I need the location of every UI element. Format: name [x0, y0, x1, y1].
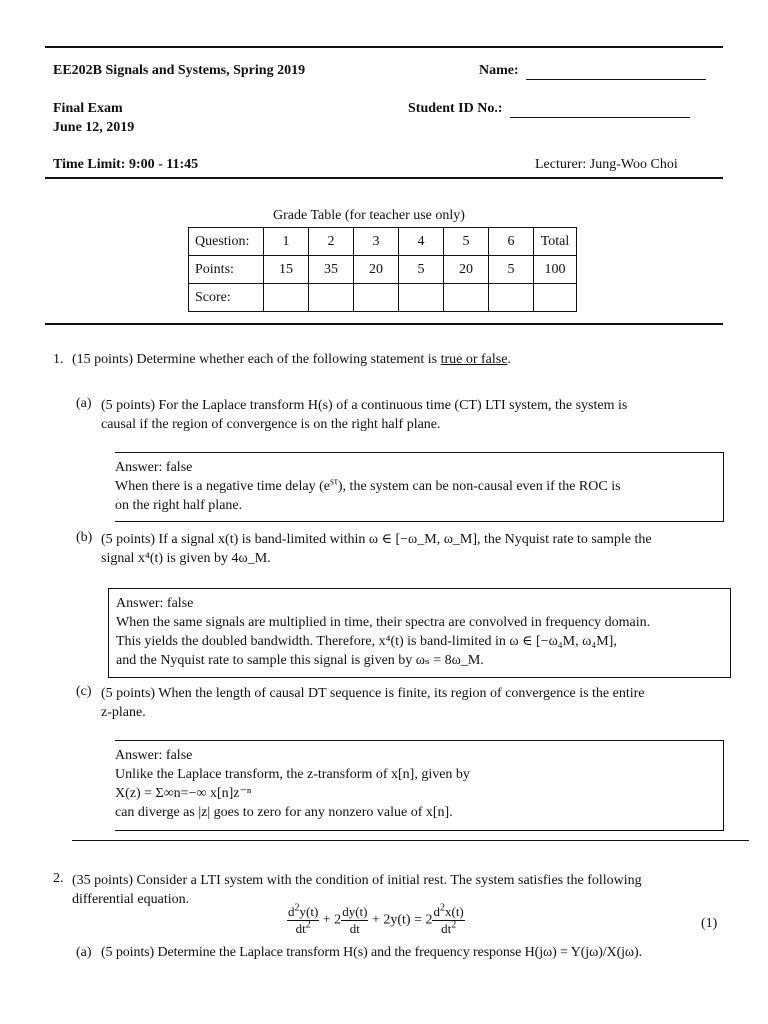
q1c-text: (5 points) When the length of causal DT sequence is finite, its region of convergence is the entire z-plane. — [101, 686, 645, 720]
q1a-text: (5 points) For the Laplace transform H(s) of a continuous time (CT) LTI system, the system is causal if the region of convergence is on the right half plane. — [101, 398, 628, 432]
exam-title: Final Exam — [53, 101, 123, 116]
name-field[interactable] — [526, 63, 706, 80]
question-cell: 1 — [264, 228, 309, 256]
q1a-answer-box — [115, 452, 724, 522]
grade-table-caption: Grade Table (for teacher use only) — [273, 208, 465, 223]
answer-text: and the Nyquist rate to sample this signal is given by ωₛ = 8ω_M. — [116, 653, 484, 668]
q2-text: (35 points) Consider a LTI system with the condition of initial rest. The system satisfies the following differential equation. — [72, 873, 642, 907]
answer-text: Unlike the Laplace transform, the z-transform of x[n], given by — [115, 767, 470, 782]
answer-text: on the right half plane. — [115, 498, 243, 513]
question-cell: 5 — [444, 228, 489, 256]
q1b-answer-box — [108, 588, 731, 678]
equation-number: (1) — [701, 916, 718, 931]
question-cell: 4 — [399, 228, 444, 256]
points-cell: 35 — [309, 256, 354, 284]
student-id-field[interactable] — [510, 101, 690, 118]
answer-text: This yields the doubled bandwidth. Therefore, x⁴(t) is band-limited in ω ∈ [−ω₄M, ω₄M], — [116, 634, 617, 649]
points-cell: 100 — [534, 256, 577, 284]
top-rule — [45, 46, 723, 48]
section-divider — [72, 840, 749, 841]
score-cell[interactable] — [489, 284, 534, 312]
question-cell: 2 — [309, 228, 354, 256]
table-bottom-rule — [45, 323, 723, 325]
q1-number: 1. — [53, 352, 64, 367]
answer-text: can diverge as |z| goes to zero for any nonzero value of x[n]. — [115, 805, 453, 820]
score-cell[interactable] — [534, 284, 577, 312]
q1b-text: (5 points) If a signal x(t) is band-limited within ω ∈ [−ω_M, ω_M], the Nyquist rate to sample the signal x⁴(t) is given by 4ω_M. — [101, 532, 652, 566]
true-or-false: true or false — [440, 352, 508, 367]
q2a-text: (5 points) Determine the Laplace transform H(s) and the frequency response H(jω) = Y(jω)/X(jω). — [101, 945, 642, 960]
points-cell: 20 — [444, 256, 489, 284]
answer-text: When there is a negative time delay $(e^{s\tau})$, the system can be non-causal even if the ROC is — [115, 476, 621, 494]
table-row — [189, 284, 577, 312]
points-cell: 5 — [399, 256, 444, 284]
score-label: Score: — [189, 284, 264, 312]
q1a-label: (a) — [76, 396, 92, 411]
answer-text: When the same signals are multiplied in time, their spectra are convolved in frequency domain. — [116, 615, 651, 630]
answer-title: Answer: false — [115, 460, 193, 475]
answer-title: Answer: false — [116, 596, 194, 611]
q1c-label: (c) — [76, 684, 92, 699]
q2-number: 2. — [53, 871, 64, 886]
points-cell: 5 — [489, 256, 534, 284]
question-cell: 6 — [489, 228, 534, 256]
q1c-answer-box — [115, 740, 724, 831]
score-cell[interactable] — [354, 284, 399, 312]
score-cell[interactable] — [444, 284, 489, 312]
points-cell: 15 — [264, 256, 309, 284]
points-label: Points: — [189, 256, 264, 284]
differential-equation: $\frac{d^2y(t)}{dt^2}$ + 2 $\frac{dy(t)}{dt}$ + 2y(t) = 2 $\frac{d^2x(t)}{dt^2}$ — [288, 902, 464, 936]
question-cell: Total — [534, 228, 577, 256]
lecturer: Lecturer: Jung-Woo Choi — [535, 157, 678, 172]
student-id-label: Student ID No.: — [408, 101, 690, 118]
name-label: Name: — [479, 63, 706, 80]
time-limit: Time Limit: 9:00 - 11:45 — [53, 157, 199, 172]
points-cell: 20 — [354, 256, 399, 284]
question-label: Question: — [189, 228, 264, 256]
score-cell[interactable] — [309, 284, 354, 312]
table-row — [189, 228, 577, 256]
grade-table — [188, 227, 577, 312]
answer-title: Answer: false — [115, 748, 193, 763]
table-row — [189, 256, 577, 284]
question-cell: 3 — [354, 228, 399, 256]
answer-text: X(z) = Σ∞n=−∞ x[n]z⁻ⁿ — [115, 786, 252, 801]
header-bottom-rule — [45, 177, 723, 179]
exam-date: June 12, 2019 — [53, 120, 135, 135]
q1b-label: (b) — [76, 530, 93, 545]
score-cell[interactable] — [399, 284, 444, 312]
course-title: EE202B Signals and Systems, Spring 2019 — [53, 63, 306, 78]
score-cell[interactable] — [264, 284, 309, 312]
q1-intro: (15 points) Determine whether each of the following statement is true or false. — [72, 352, 511, 367]
q2a-label: (a) — [76, 945, 92, 960]
